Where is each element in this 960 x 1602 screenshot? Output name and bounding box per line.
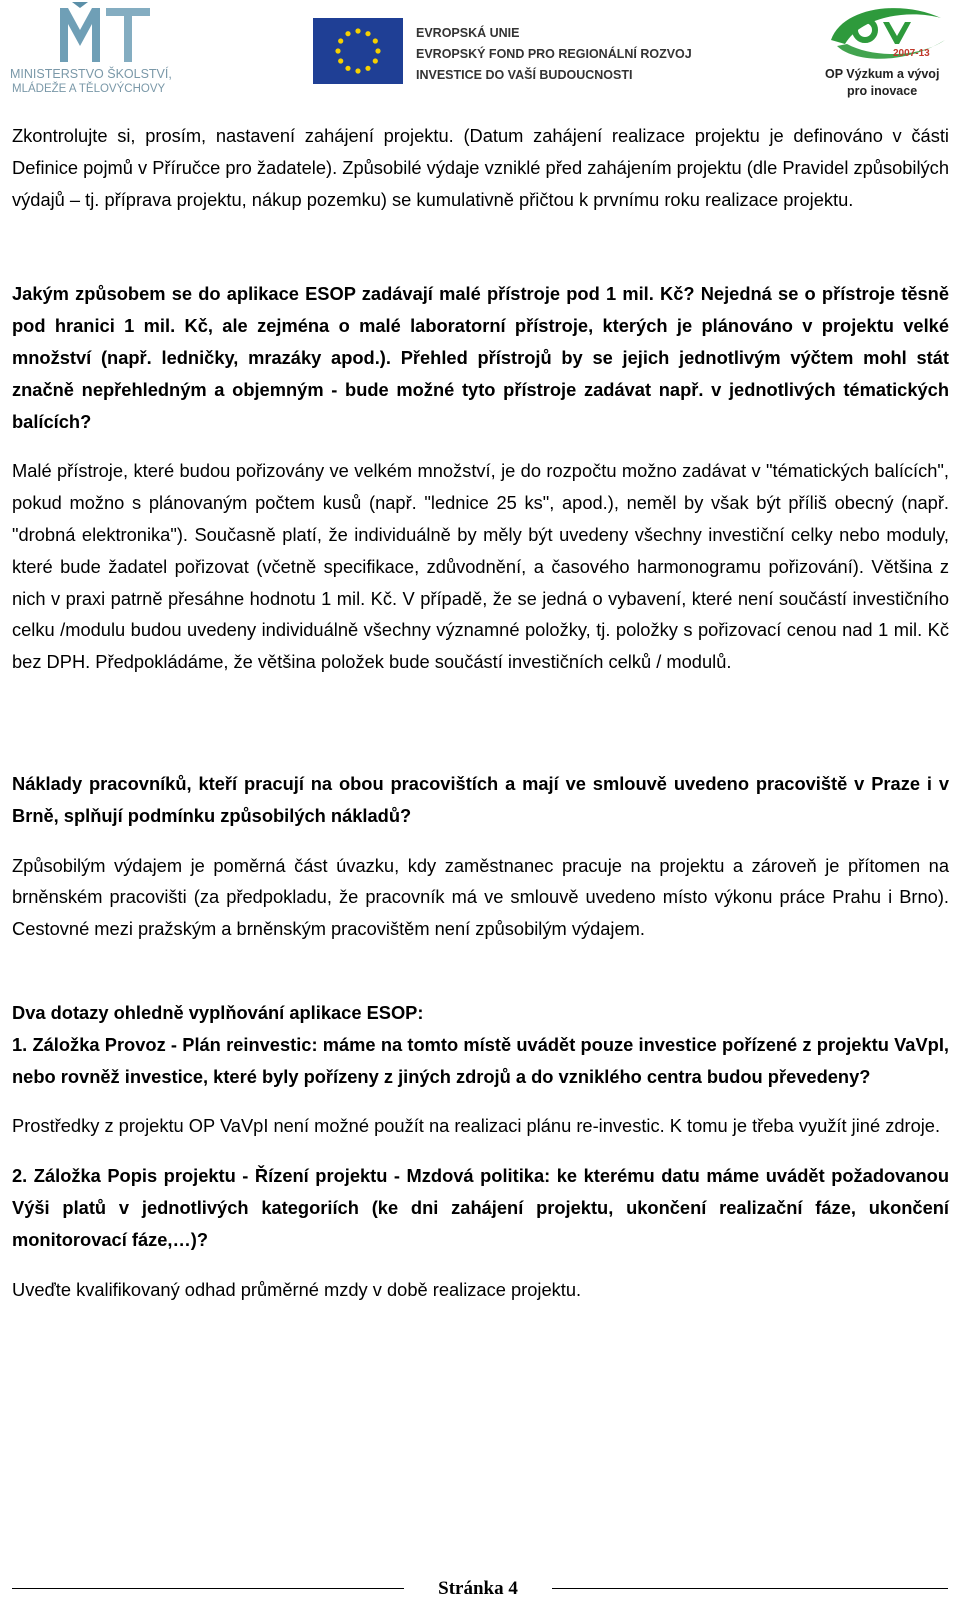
page-header [0, 0, 960, 110]
question-esop-title: Dva dotazy ohledně vyplňování aplikace ESOP: [12, 1001, 424, 1023]
msmt-logo-line1: MINISTERSTVO ŠKOLSTVÍ, [10, 67, 172, 81]
op-logo-line2: pro inovace [847, 84, 918, 98]
document-body [12, 120, 949, 1305]
footer-rule-left [12, 1588, 404, 1589]
eu-logo-line1: EVROPSKÁ UNIE [416, 26, 520, 40]
page-footer [0, 1578, 960, 1602]
op-logo-line1: OP Výzkum a vývoj [825, 67, 940, 81]
answer-wage-policy: Uveďte kvalifikovaný odhad průměrné mzdy v době realizace projektu. [12, 1278, 582, 1300]
question-small-devices: Jakým způsobem se do aplikace ESOP zadávají malé přístroje pod 1 mil. Kč? Nejedná se o přístroje těsně pod hranici 1 mil. Kč, ale zejména o malé laboratorní přístroje, kterých je plánováno v projektu velké množství (např. ledničky, mrazáky apod.). Přehled přístrojů by se jejich jednotlivým výčtem mohl stát značně nepřehledným a objemným - bude možné tyto přístroje zadávat např. v jednotlivých tématických balících? [12, 283, 949, 432]
eu-logo [313, 18, 693, 86]
eu-logo-line2: EVROPSKÝ FOND PRO REGIONÁLNÍ ROZVOJ [416, 47, 692, 61]
eu-flag-icon [313, 18, 403, 84]
intro-paragraph: Zkontrolujte si, prosím, nastavení zahájení projektu. (Datum zahájení realizace projektu je definováno v části Definice pojmů v Příručce pro žadatele). Způsobilé výdaje vzniklé před zahájením projektu (dle Pravidel způsobilých výdajů – tj. příprava projektu, nákup pozemku) se kumulativně přičtou k prvnímu roku realizace projektu. [12, 125, 949, 210]
question-reinvestment: 1. Záložka Provoz - Plán reinvestic: máme na tomto místě uvádět pouze investice pořízené z projektu VaVpI, nebo rovněž investice, které byly pořízeny z jiných zdrojů a do vzniklého centra budou převedeny? [12, 1033, 949, 1087]
msmt-logo [10, 0, 210, 100]
answer-small-devices: Malé přístroje, které budou pořizovány ve velkém množství, je do rozpočtu možno zadávat v "tématických balících", pokud možno s plánovaným počtem kusů (např. "lednice 25 ks", apod.), neměl by však být příliš obecný (např. "drobná elektronika"). Současně platí, že individuálně by měly být uvedeny všechny investiční celky nebo moduly, které bude žadatel pořizovat (včetně specifikace, zdůvodnění, a časového harmonogramu pořizování). Většina z nich v praxi patrně přesáhne hodnotu 1 mil. Kč. V případě, že se jedná o vybavení, které není součástí investičního celku /modulu budou uvedeny individuálně všechny významné položky, tj. položky s pořizovací cenou nad 1 mil. Kč bez DPH. Předpokládáme, že většina položek bude součástí investičních celků / modulů. [12, 460, 949, 673]
question-staff-costs: Náklady pracovníků, kteří pracují na obou pracovištích a mají ve smlouvě uvedeno pracoviště v Praze i v Brně, splňují podmínku způsobilých nákladů? [12, 772, 949, 826]
msmt-logo-line2: MLÁDEŽE A TĚLOVÝCHOVY [12, 83, 166, 95]
op-vavpi-logo [823, 0, 953, 102]
answer-reinvestment: Prostředky z projektu OP VaVpI není možné použít na realizaci plánu re-investic. K tomu je třeba využít jiné zdroje. [12, 1115, 941, 1137]
answer-staff-costs: Způsobilým výdajem je poměrná část úvazku, kdy zaměstnanec pracuje na projektu a zároveň je přítomen na brněnském pracovišti (za předpokladu, že pracovník má ve smlouvě uvedeno místo výkonu práce Prahu i Brno). Cestovné mezi pražským a brněnským pracovištěm není způsobilým výdajem. [12, 854, 949, 940]
op-logo-years: 2007-13 [893, 48, 930, 59]
question-wage-policy: 2. Záložka Popis projektu - Řízení projektu - Mzdová politika: ke kterému datu máme uvádět požadovanou Výši platů v jednotlivých kategoriích (ke dni zahájení projektu, ukončení realizační fáze, ukončení monitorovací fáze,…)? [12, 1165, 949, 1250]
eu-logo-line3: INVESTICE DO VAŠÍ BUDOUCNOSTI [416, 68, 633, 82]
footer-rule-right [552, 1588, 948, 1589]
page-number-label: Stránka 4 [438, 1578, 518, 1599]
